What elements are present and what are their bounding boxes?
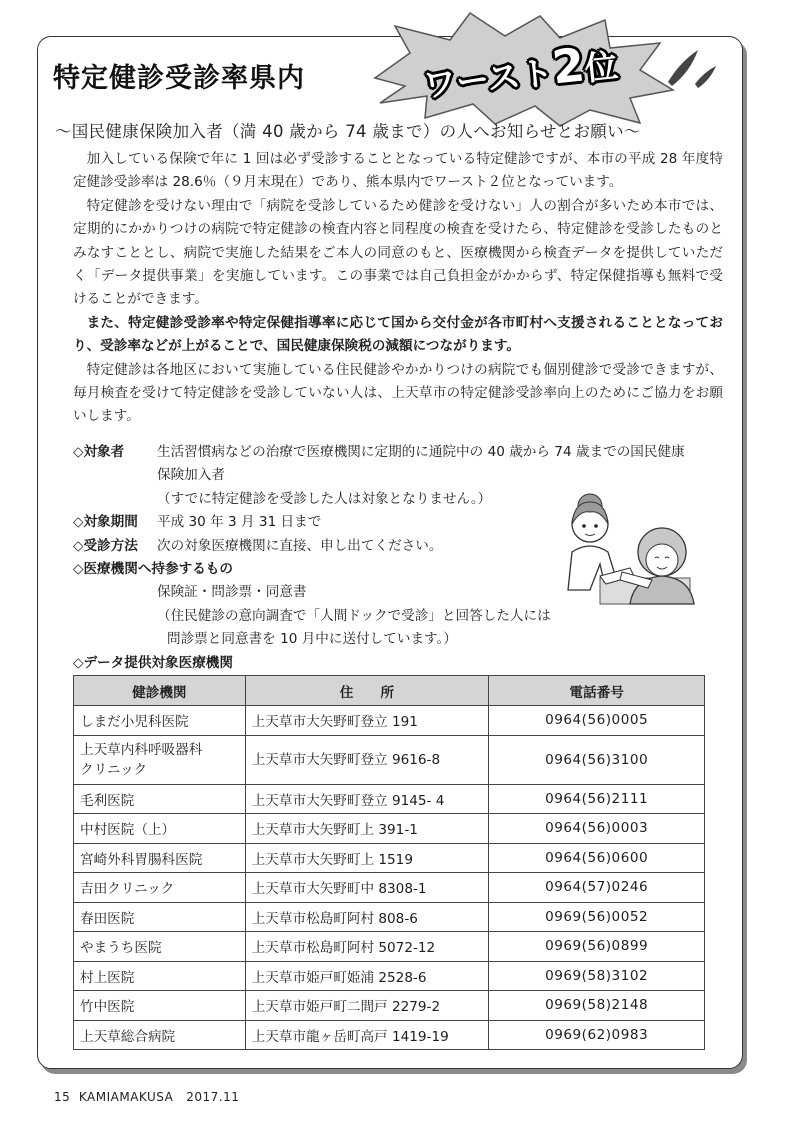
table-row <box>74 814 705 844</box>
institution-cell: 宮崎外科胃腸科医院 <box>74 843 246 873</box>
address-cell: 上天草市松島町阿村 808-6 <box>245 902 489 932</box>
institution-cell: 春田医院 <box>74 902 246 932</box>
table-row <box>74 784 705 814</box>
address-cell: 上天草市大矢野町上 391-1 <box>245 814 489 844</box>
target-label: ◇対象者 <box>73 444 125 460</box>
paragraph-emphasis: また、特定健診受診率や特定保健指導率に応じて国から交付金が各市町村へ支援されることとなっており、受診率などが上がることで、国民健康保険税の減額につながります。 <box>73 314 723 355</box>
institution-cell: 上天草内科呼吸器科 クリニック <box>74 735 246 784</box>
table-title: ◇データ提供対象医療機関 <box>73 655 233 671</box>
period-label: ◇対象期間 <box>73 514 138 531</box>
address-cell: 上天草市龍ヶ岳町高戸 1419-19 <box>245 1020 489 1050</box>
address-cell: 上天草市大矢野町上 1519 <box>245 843 489 873</box>
bring-items: 保険証・問診票・同意書 <box>157 584 307 601</box>
table-row <box>74 932 705 962</box>
table-row <box>74 735 705 784</box>
address-cell: 上天草市大矢野町登立 191 <box>245 706 489 736</box>
institution-cell: 中村医院（上） <box>74 814 246 844</box>
table-row <box>74 1020 705 1050</box>
method-value: 次の対象医療機関に直接、申し出てください。 <box>157 537 443 554</box>
institution-cell: 吉田クリニック <box>74 873 246 903</box>
phone-cell: 0969(56)0052 <box>489 902 705 932</box>
phone-cell: 0964(56)0600 <box>489 843 705 873</box>
period-value: 平成 30 年 3 月 31 日まで <box>157 514 322 531</box>
table-row <box>74 843 705 873</box>
phone-cell: 0969(58)3102 <box>489 961 705 991</box>
table-row <box>74 991 705 1021</box>
institution-cell: しまだ小児科医院 <box>74 706 246 736</box>
badge-number: 2 <box>549 37 588 95</box>
badge-prefix: ワースト <box>421 52 556 106</box>
phone-cell: 0969(56)0899 <box>489 932 705 962</box>
phone-cell: 0969(58)2148 <box>489 991 705 1021</box>
institution-cell: 竹中医院 <box>74 991 246 1021</box>
target-value: 生活習慣病などの治療で医療機関に定期的に通院中の 40 歳から 74 歳までの国民健康 <box>157 444 685 460</box>
institution-cell: 村上医院 <box>74 961 246 991</box>
paragraph: 特定健診を受けない理由で「病院を受診しているため健診を受けない」人の割合が多いため本市では、定期的にかかりつけの病院で特定健診の検査内容と同程度の検査を受けたら、特定健診を受診したものとみなすこととし、病院で実施した結果をご本人の同意のもと、医療機関から検査データを提供していただく「データ提供事業」を実施しています。この事業では自己負担金がかからず、特定保健指導も無料で受けることができます。 <box>73 197 723 308</box>
medical-institutions-table <box>73 675 705 1050</box>
address-cell: 上天草市大矢野町登立 9616-8 <box>245 735 489 784</box>
target-note: （すでに特定健診を受診した人は対象となりません。） <box>157 490 492 507</box>
page-subtitle: 〜国民健康保険加入者（満 40 歳から 74 歳まで）の人へお知らせとお願い〜 <box>55 122 641 141</box>
target-row <box>73 441 733 464</box>
target-value-cont: 保険加入者 <box>157 467 225 484</box>
table-row <box>74 961 705 991</box>
body-text <box>73 148 723 429</box>
paragraph: 特定健診は各地区において実施している住民健診やかかりつけの病院でも個別健診で受診できますが、毎月検査を受けて特定健診を受診していない人は、上天草市の特定健診受診率向上のためにご協力をお願いします。 <box>73 361 723 425</box>
institution-cell: 毛利医院 <box>74 784 246 814</box>
method-label: ◇受診方法 <box>73 537 138 554</box>
column-header-phone: 電話番号 <box>489 676 705 706</box>
table-row <box>74 873 705 903</box>
nurse-and-patient-illustration <box>560 480 695 605</box>
bring-note-cont: 問診票と同意書を 10 月中に送付しています。） <box>167 631 457 648</box>
bring-label: ◇医療機関へ持参するもの <box>73 561 233 578</box>
paragraph: 加入している保険で年に 1 回は必ず受診することとなっている特定健診ですが、本市の平成 28 年度特定健診受診率は 28.6％（９月末現在）であり、熊本県内でワースト２位となっています。 <box>73 151 723 191</box>
address-cell: 上天草市大矢野町登立 9145- 4 <box>245 784 489 814</box>
phone-cell: 0964(56)3100 <box>489 735 705 784</box>
address-cell: 上天草市松島町阿村 5072-12 <box>245 932 489 962</box>
page-footer: 15 KAMIAMAKUSA 2017.11 <box>54 1090 240 1104</box>
column-header-institution: 健診機関 <box>74 676 246 706</box>
institution-cell: 上天草総合病院 <box>74 1020 246 1050</box>
address-cell: 上天草市大矢野町中 8308-1 <box>245 873 489 903</box>
badge-suffix: 位 <box>582 45 620 89</box>
table-row <box>74 706 705 736</box>
column-header-address: 住 所 <box>245 676 489 706</box>
phone-cell: 0969(62)0983 <box>489 1020 705 1050</box>
phone-cell: 0964(56)2111 <box>489 784 705 814</box>
table-row <box>74 902 705 932</box>
splash-drops-icon <box>660 42 720 92</box>
bring-note: （住民健診の意向調査で「人間ドックで受診」と回答した人には <box>157 607 551 624</box>
page-title: 特定健診受診率県内 <box>53 63 305 94</box>
address-cell: 上天草市姫戸町二間戸 2279-2 <box>245 991 489 1021</box>
institution-cell: やまうち医院 <box>74 932 246 962</box>
address-cell: 上天草市姫戸町姫浦 2528-6 <box>245 961 489 991</box>
phone-cell: 0964(57)0246 <box>489 873 705 903</box>
phone-cell: 0964(56)0003 <box>489 814 705 844</box>
phone-cell: 0964(56)0005 <box>489 706 705 736</box>
table-header-row <box>74 676 705 706</box>
